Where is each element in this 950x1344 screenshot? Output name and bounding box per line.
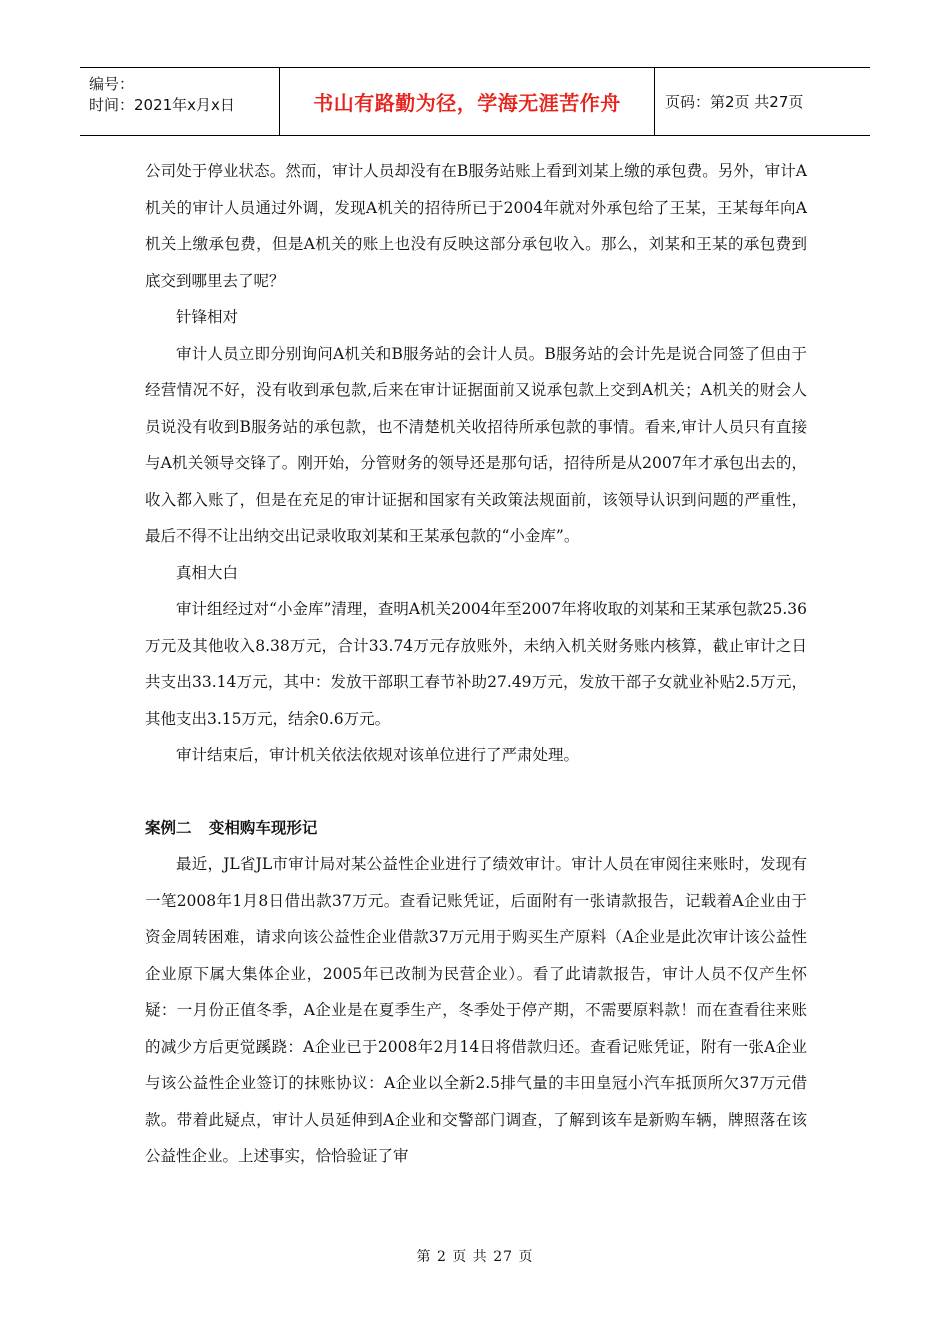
document-body	[145, 153, 807, 1175]
spacer	[145, 774, 807, 810]
section-subheading: 真相大白	[176, 563, 239, 582]
document-date-label: 时间：2021年x月x日	[89, 96, 235, 114]
page-header	[80, 67, 870, 136]
case-heading: 案例二 变相购车现形记	[145, 818, 318, 837]
page-footer: 第 2 页 共 27 页	[416, 1249, 534, 1265]
document-number-label: 编号：	[89, 75, 135, 93]
header-meta	[80, 68, 280, 135]
paragraph: 审计人员立即分别询问A机关和B服务站的会计人员。B服务站的会计先是说合同签了但由于经营情况不好，没有收到承包款,后来在审计证据面前又说承包款上交到A机关；A机关的财会人员说没有收到B服务站的承包款，也不清楚机关收招待所承包款的事情。看来,审计人员只有直接与A机关领导交锋了。刚开始，分管财务的领导还是那句话，招待所是从2007年才承包出去的，收入都入账了，但是在充足的审计证据和国家有关政策法规面前，该领导认识到问题的严重性，最后不得不让出纳交出记录收取刘某和王某承包款的“小金库”。	[145, 344, 807, 545]
header-motto: 书山有路勤为径，学海无涯苦作舟	[280, 68, 655, 135]
section-subheading: 针锋相对	[176, 308, 239, 326]
paragraph: 审计结束后，审计机关依法依规对该单位进行了严肃处理。	[176, 746, 580, 764]
paragraph: 最近，JL省JL市审计局对某公益性企业进行了绩效审计。审计人员在审阅往来账时，发现有一笔2008年1月8日借出款37万元。查看记账凭证，后面附有一张请款报告，记载着A企业由于资金周转困难，请求向该公益性企业借款37万元用于购买生产原料（A企业是此次审计该公益性企业原下属大集体企业，2005年已改制为民营企业）。看了此请款报告，审计人员不仅产生怀疑：一月份正值冬季，A企业是在夏季生产，冬季处于停产期，不需要原料款！而在查看往来账的减少方后更觉蹊跷：A企业已于2008年2月14日将借款归还。查看记账凭证，附有一张A企业与该公益性企业签订的抹账协议：A企业以全新2.5排气量的丰田皇冠小汽车抵顶所欠37万元借款。带着此疑点，审计人员延伸到A企业和交警部门调查，了解到该车是新购车辆，牌照落在该公益性企业。上述事实，恰恰验证了审	[145, 855, 807, 1165]
paragraph: 审计组经过对“小金库”清理，查明A机关2004年至2007年将收取的刘某和王某承包款25.36万元及其他收入8.38万元，合计33.74万元存放账外，未纳入机关财务账内核算，截止审计之日共支出33.14万元，其中：发放干部职工春节补助27.49万元，发放干部子女就业补贴2.5万元，其他支出3.15万元，结余0.6万元。	[145, 600, 807, 728]
paragraph: 公司处于停业状态。然而，审计人员却没有在B服务站账上看到刘某上缴的承包费。另外，审计A机关的审计人员通过外调，发现A机关的招待所已于2004年就对外承包给了王某，王某每年向A机关上缴承包费，但是A机关的账上也没有反映这部分承包收入。那么，刘某和王某的承包费到底交到哪里去了呢？	[145, 162, 807, 290]
header-page-number: 页码：第2页 共27页	[665, 93, 804, 111]
